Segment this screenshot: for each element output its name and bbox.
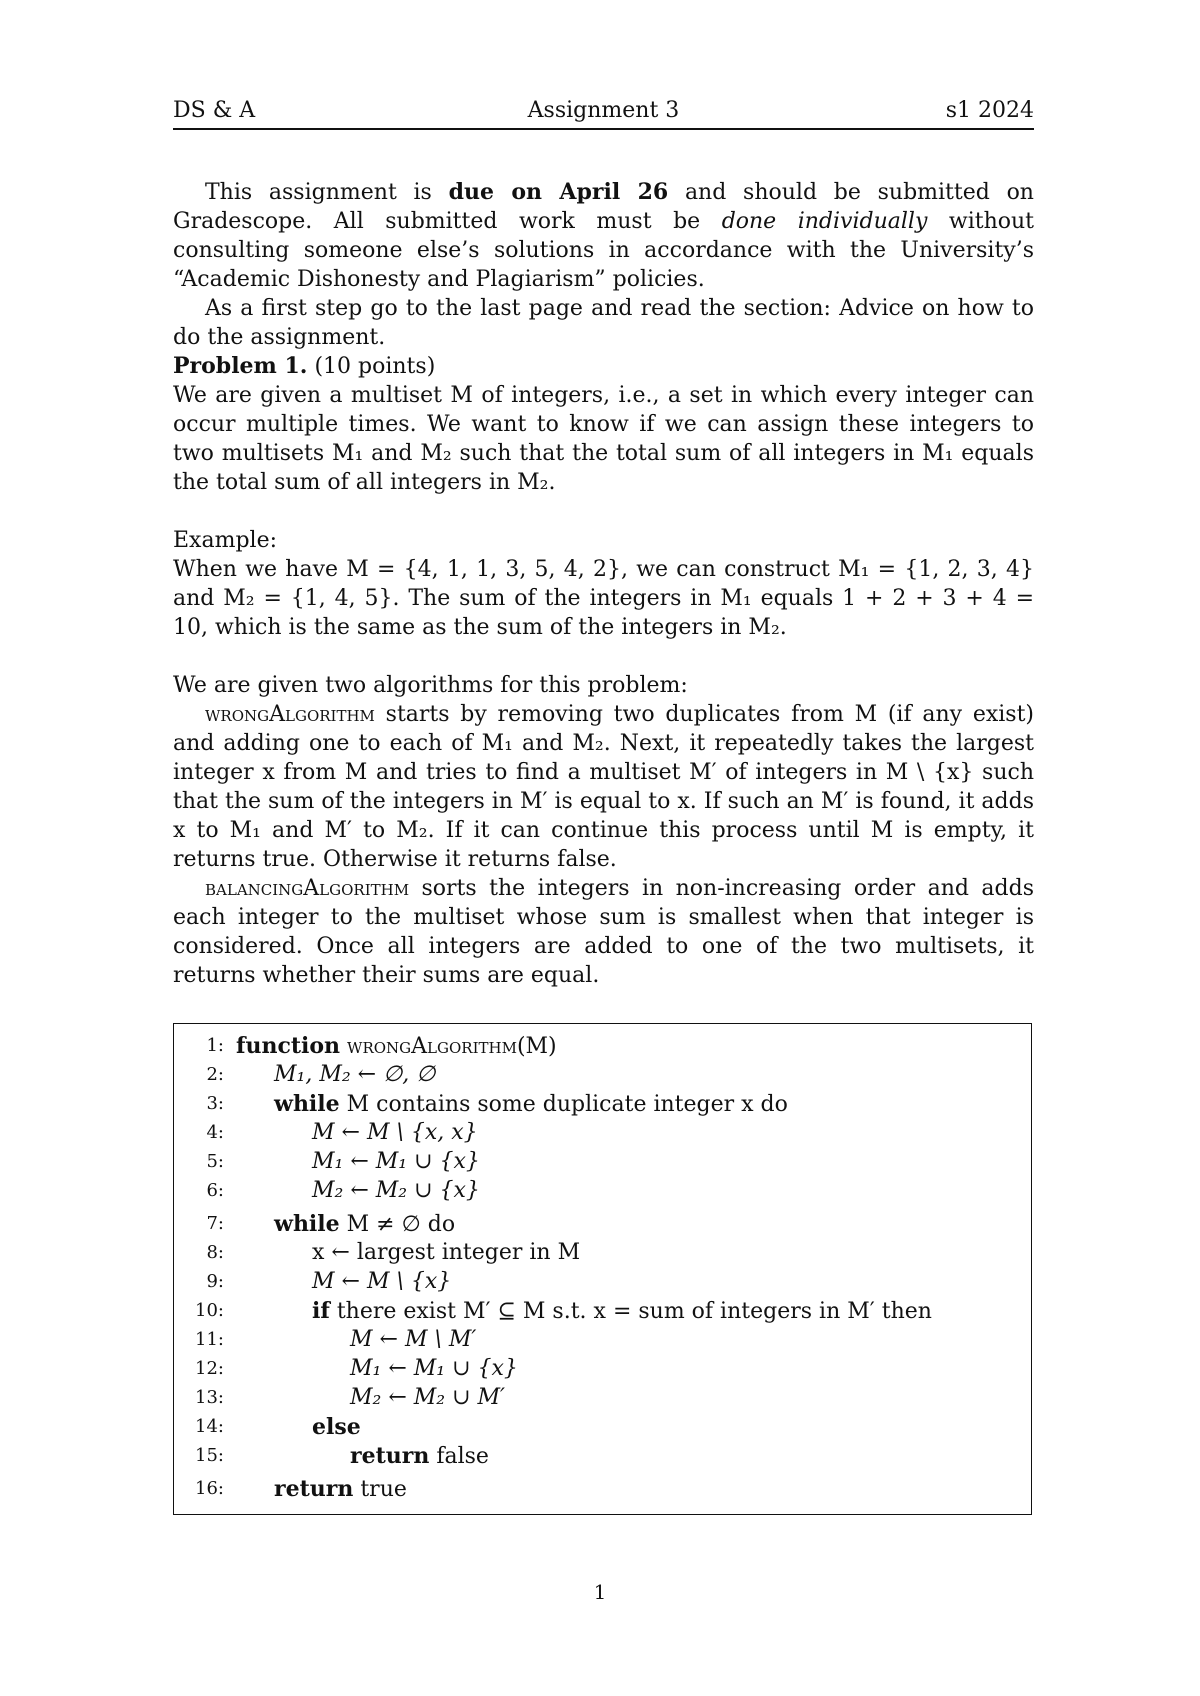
line-code: M contains some duplicate integer x do	[339, 1092, 788, 1117]
page-number: 1	[593, 1580, 607, 1604]
line-number: 14:	[195, 1416, 224, 1437]
line-code: M₁, M₂ ← ∅, ∅	[274, 1062, 436, 1087]
balancing-algorithm-paragraph	[173, 874, 1034, 990]
line-number: 4:	[206, 1122, 224, 1143]
wrong-algorithm-name: wrongAlgorithm	[205, 702, 375, 727]
line-code: M ← M \ M′	[350, 1327, 477, 1352]
balancing-algorithm-name: balancingAlgorithm	[205, 876, 410, 901]
line-number: 10:	[195, 1300, 224, 1321]
algorithm-box	[173, 1023, 1032, 1515]
line-number: 2:	[206, 1064, 224, 1085]
line-number: 11:	[195, 1329, 224, 1350]
line-code: there exist M′ ⊆ M s.t. x = sum of integers in M′ then	[329, 1299, 932, 1324]
line-number: 6:	[206, 1180, 224, 1201]
wrong-algorithm-desc: starts by removing two duplicates from M (if any exist) and adding one to each of M₁ and M₂. Next, it repeatedly takes the largest integer x from M and tries to find a multiset M′ of integers in M \ {x} such that the sum of the integers in M′ is equal to x. If such an M′ is found, it adds x to M₁ and M′ to M₂. If it can continue this process until M is empty, it returns true. Otherwise it returns false.	[173, 702, 1034, 872]
line-code: x ← largest integer in M	[312, 1240, 581, 1265]
problem-description: We are given a multiset M of integers, i.e., a set in which every integer can occur multiple times. We want to know if we can assign these integers to two multisets M₁ and M₂ such that the total sum of all integers in M₁ equals the total sum of all integers in M₂.	[173, 383, 1034, 495]
line-code: M₂ ← M₂ ∪ M′	[350, 1385, 506, 1410]
line-keyword: return	[274, 1476, 354, 1502]
advice-paragraph: As a first step go to the last page and read the section: Advice on how to do the assignment.	[173, 296, 1034, 350]
line-number: 7:	[206, 1213, 224, 1234]
algorithms-intro: We are given two algorithms for this problem:	[173, 673, 688, 698]
line-code: M ← M \ {x, x}	[312, 1120, 478, 1145]
balancing-algorithm-desc: sorts the integers in non-increasing order and adds each integer to the multiset whose sum is smallest when that integer is considered. Once all integers are added to one of the two multisets, it returns whether their sums are equal.	[173, 876, 1034, 988]
body-text	[173, 178, 1034, 990]
line-code: M ← M \ {x}	[312, 1269, 452, 1294]
header-title: Assignment 3	[527, 98, 680, 123]
line-number: 5:	[206, 1151, 224, 1172]
intro-text-b: and should be submitted on Gradescope. All submitted work must be	[173, 180, 1034, 234]
line-number: 9:	[206, 1271, 224, 1292]
line-number: 3:	[206, 1093, 224, 1114]
individual-note: done individually	[721, 209, 928, 234]
line-code: M₁ ← M₁ ∪ {x}	[312, 1149, 480, 1174]
wrong-algorithm-paragraph	[173, 700, 1034, 874]
line-number: 1:	[206, 1035, 224, 1056]
intro-text-a: This assignment is	[205, 180, 449, 205]
line-code: true	[353, 1477, 407, 1502]
intro-text-c: without consulting someone else’s solutions in accordance with the University’s “Academic Dishonesty and Plagiarism” policies.	[173, 209, 1035, 292]
line-code: false	[429, 1444, 489, 1469]
line-number: 8:	[206, 1242, 224, 1263]
line-keyword: while	[274, 1211, 340, 1237]
line-number: 12:	[195, 1358, 224, 1379]
problem-points: (10 points)	[314, 354, 436, 379]
line-keyword: while	[274, 1091, 340, 1117]
problem-heading	[173, 352, 1034, 381]
line-code: M₂ ← M₂ ∪ {x}	[312, 1178, 480, 1203]
intro-paragraph	[173, 178, 1034, 294]
example-text: When we have M = {4, 1, 1, 3, 5, 4, 2}, we can construct M₁ = {1, 2, 3, 4} and M₂ = {1, 4, 5}. The sum of the integers in M₁ equals 1 + 2 + 3 + 4 = 10, which is the same as the sum of the integers in M₂.	[173, 557, 1034, 640]
line-keyword: function	[236, 1033, 341, 1059]
page-header	[173, 98, 1034, 130]
line-number: 13:	[195, 1387, 224, 1408]
header-semester: s1 2024	[945, 98, 1034, 123]
problem-label: Problem 1.	[173, 353, 308, 379]
line-keyword: else	[312, 1414, 361, 1440]
line-number: 16:	[195, 1478, 224, 1499]
due-date: due on April 26	[448, 179, 669, 205]
line-keyword: if	[312, 1298, 330, 1324]
line-keyword: return	[350, 1443, 430, 1469]
example-label: Example:	[173, 528, 277, 553]
header-course: DS & A	[173, 98, 256, 123]
line-number: 15:	[195, 1445, 224, 1466]
line-code: M ≠ ∅ do	[339, 1212, 456, 1237]
line-code: M₁ ← M₁ ∪ {x}	[350, 1356, 518, 1381]
line-code: wrongAlgorithm(M)	[340, 1034, 557, 1059]
